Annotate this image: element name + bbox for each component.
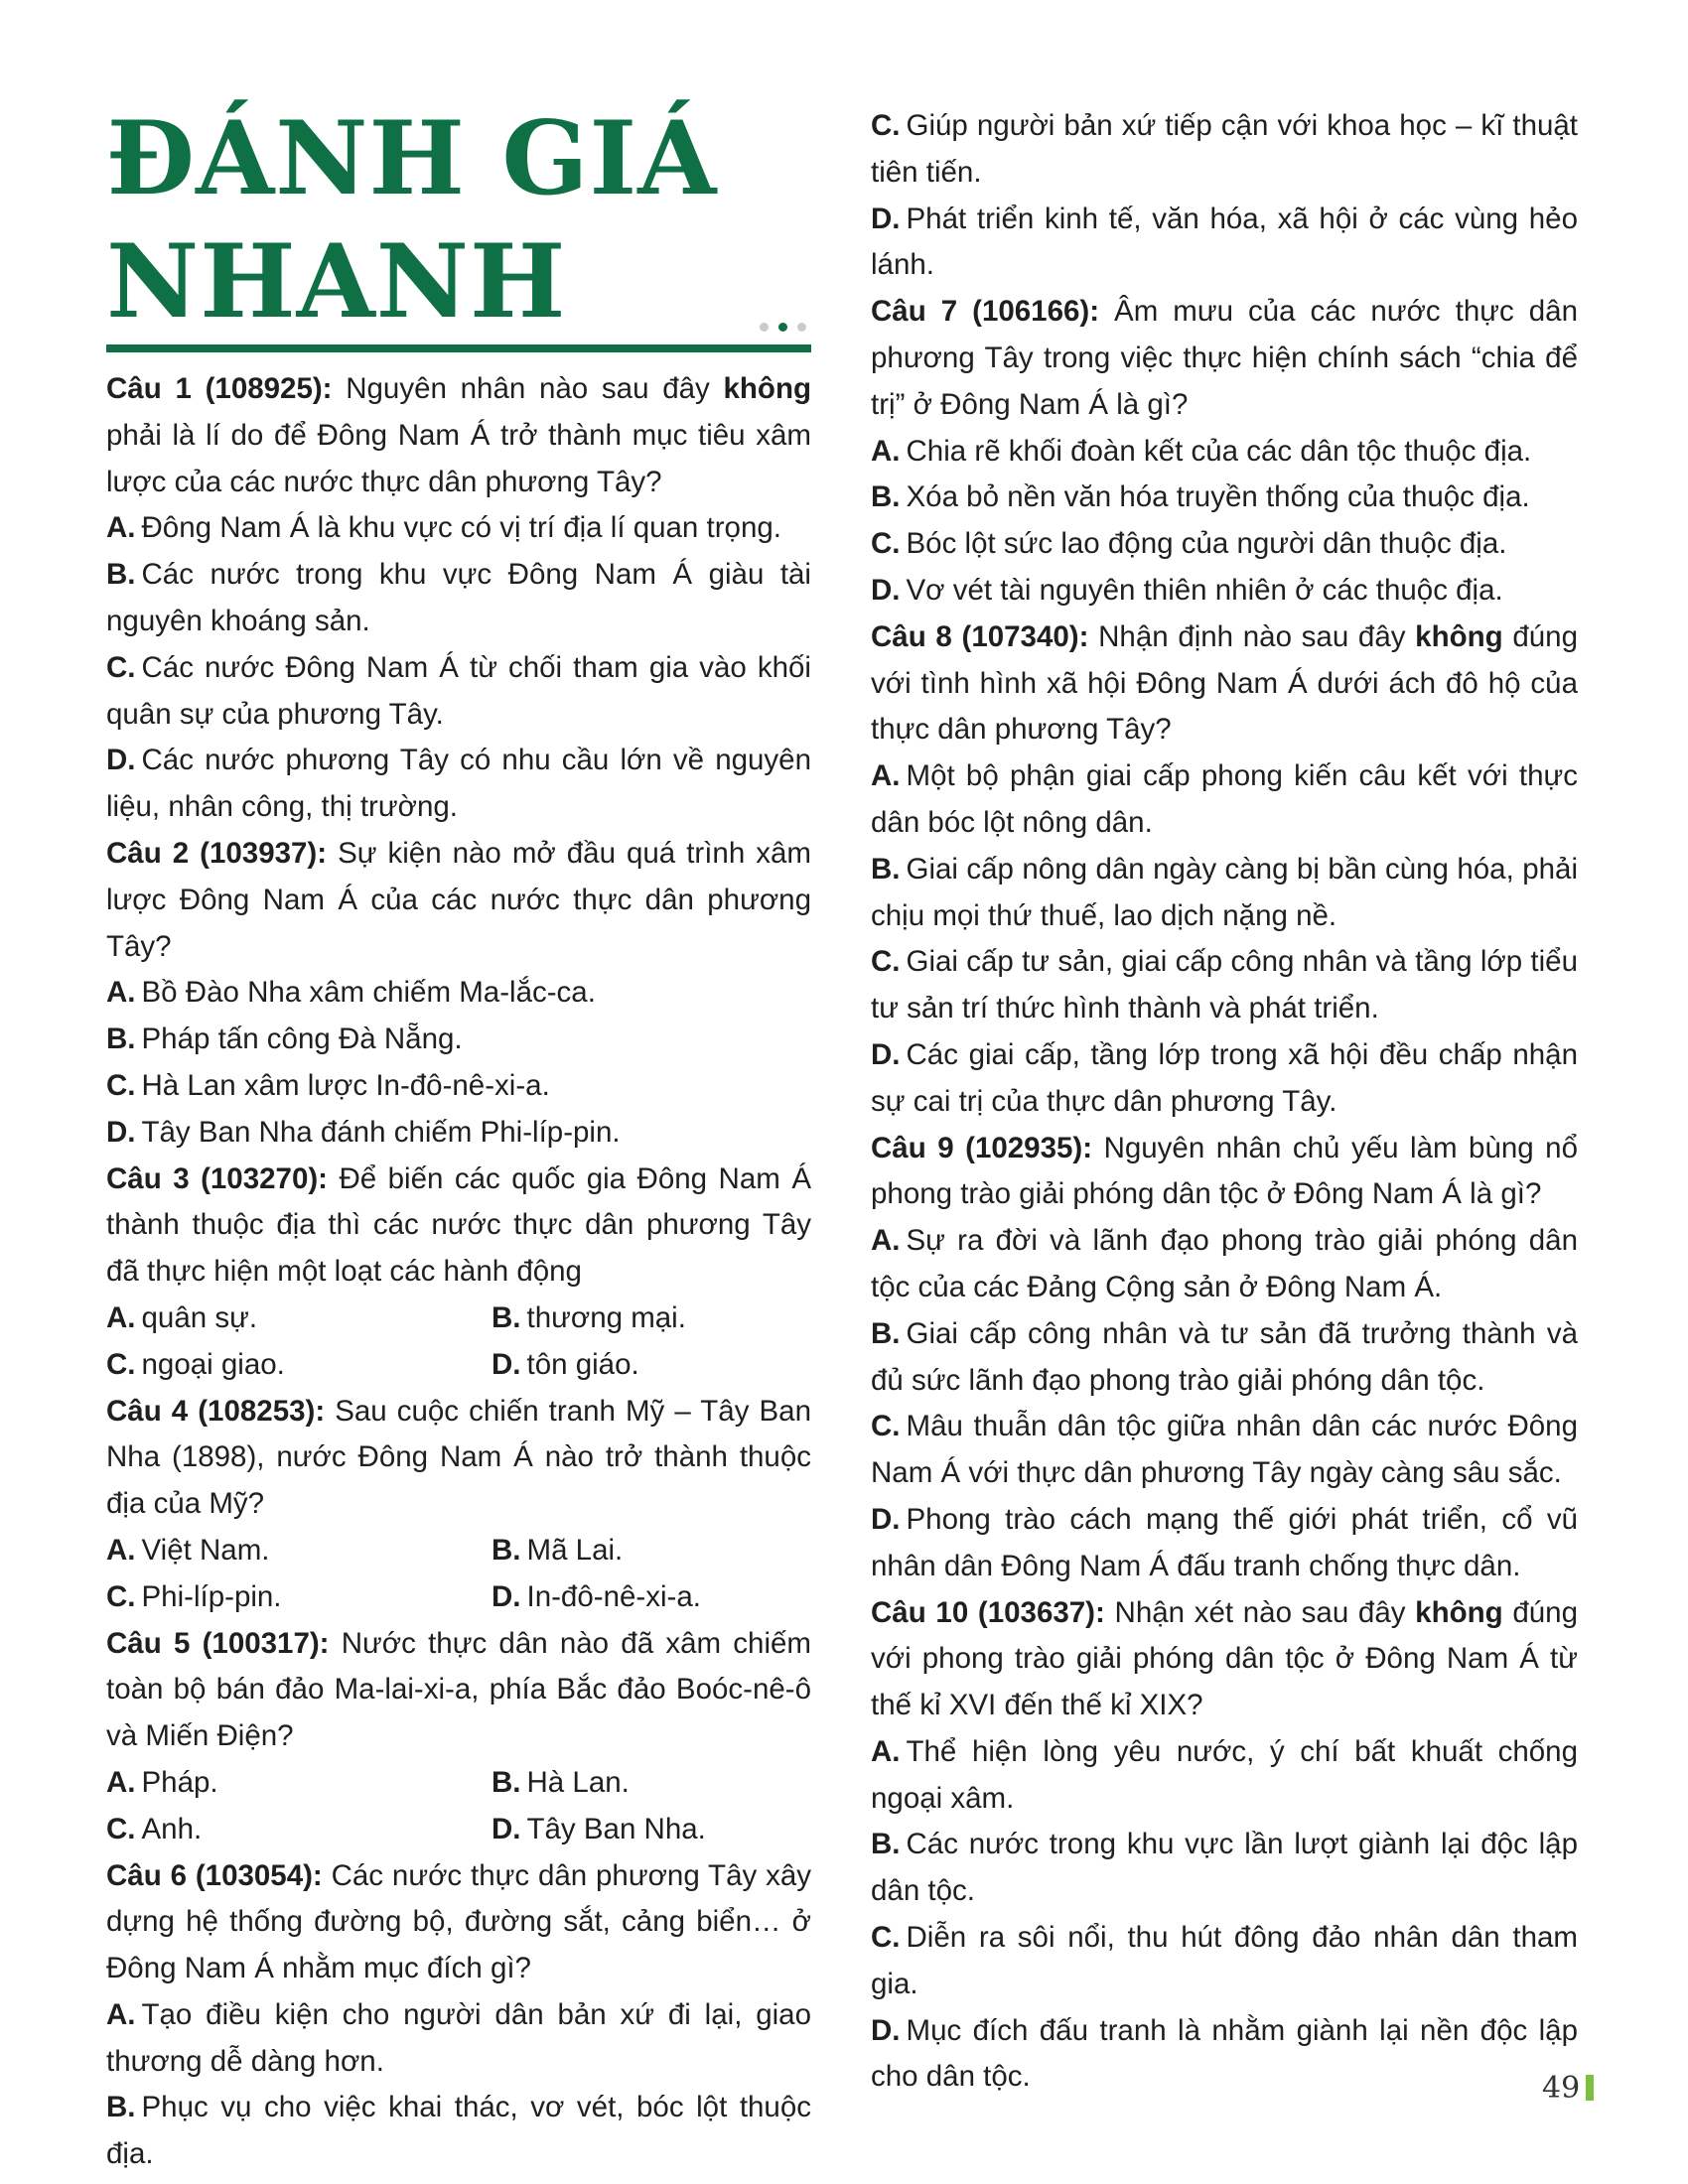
question-text: Các nước thực dân phương Tây xây dựng hệ thống đường bộ, đường sắt, cảng biển… ở Đông Nam Á nhằm mục đích gì?	[106, 1858, 811, 1985]
option-letter: B.	[106, 2091, 136, 2124]
option-letter: C.	[871, 1921, 901, 1955]
page-title-line-2: NHANH	[106, 222, 567, 341]
left-column	[106, 366, 811, 2178]
option	[492, 1807, 811, 1853]
option-letter: B.	[492, 1533, 521, 1567]
option-text: Chia rẽ khối đoàn kết của các dân tộc thuộc địa.	[906, 434, 1532, 468]
option	[871, 1729, 1578, 1823]
option-text: Tạo điều kiện cho người dân bản xứ đi lại, giao thương dễ dàng hơn.	[106, 1997, 811, 2078]
option-text: Các nước trong khu vực Đông Nam Á giàu tài nguyên khoáng sản.	[106, 558, 811, 637]
option	[492, 1342, 811, 1389]
option-letter: C.	[871, 945, 901, 979]
option-letter: A.	[106, 511, 136, 545]
option	[492, 1296, 811, 1342]
option	[106, 505, 811, 552]
option-text: Bóc lột sức lao động của người dân thuộc địa.	[906, 527, 1507, 561]
question-text: Nguyên nhân nào sau đây	[332, 372, 724, 405]
option	[871, 1218, 1578, 1311]
decorative-dots	[760, 323, 806, 332]
option-text: ngoại giao.	[141, 1347, 285, 1381]
option-letter: D.	[492, 1347, 521, 1381]
option-text: Các nước trong khu vực lần lượt giành lại độc lập dân tộc.	[871, 1828, 1578, 1908]
question-4	[106, 1389, 811, 1528]
question-text: Sự kiện nào mở đầu quá trình xâm lược Đông Nam Á của các nước thực dân phương Tây?	[106, 836, 811, 963]
option-text: Pháp tấn công Đà Nẵng.	[141, 1023, 463, 1056]
option-text: Mâu thuẫn dân tộc giữa nhân dân các nước Đông Nam Á với thực dân phương Tây ngày càng sâu sắc.	[871, 1410, 1578, 1490]
option-text: Thể hiện lòng yêu nước, ý chí bất khuất chống ngoại xâm.	[871, 1734, 1578, 1815]
option-letter: B.	[106, 558, 136, 592]
option-letter: A.	[106, 1997, 136, 2031]
option-letter: B.	[106, 1023, 136, 1056]
question-number: Câu 4 (108253):	[106, 1394, 326, 1428]
option-letter: D.	[871, 573, 901, 607]
option	[106, 1342, 492, 1389]
option	[106, 2085, 811, 2178]
question-2	[106, 831, 811, 970]
option-letter: D.	[871, 202, 901, 235]
option	[492, 1528, 811, 1574]
question-text: Âm mưu của các nước thực dân phương Tây trong việc thực hiện chính sách “chia để trị” ở Đông Nam Á là gì?	[871, 295, 1578, 421]
option-text: Hà Lan xâm lược In-đô-nê-xi-a.	[141, 1068, 550, 1102]
option-letter: A.	[871, 759, 901, 793]
option	[106, 1574, 492, 1621]
option	[871, 103, 1578, 197]
option	[871, 753, 1578, 847]
question-7	[871, 289, 1578, 428]
option	[871, 1311, 1578, 1405]
option-letter: C.	[106, 1347, 136, 1381]
option	[106, 1017, 811, 1063]
option-text: Các nước Đông Nam Á từ chối tham gia vào khối quân sự của phương Tây.	[106, 650, 811, 731]
option-text: Giúp người bản xứ tiếp cận với khoa học – kĩ thuật tiên tiến.	[871, 109, 1578, 189]
question-text: phải là lí do để Đông Nam Á trở thành mục tiêu xâm lược của các nước thực dân phương Tây?	[106, 418, 811, 498]
option-text: Mã Lai.	[526, 1533, 624, 1567]
question-10	[871, 1590, 1578, 1729]
option	[871, 2008, 1578, 2102]
question-number: Câu 10 (103637):	[871, 1595, 1105, 1629]
question-number: Câu 7 (106166):	[871, 295, 1100, 329]
option	[106, 1807, 492, 1853]
question-9	[871, 1126, 1578, 1219]
option	[871, 521, 1578, 568]
question-number: Câu 1 (108925):	[106, 372, 333, 405]
question-3	[106, 1157, 811, 1296]
option-letter: A.	[106, 976, 136, 1010]
option	[871, 197, 1578, 290]
dot-icon	[797, 323, 806, 332]
option-row	[106, 1760, 811, 1807]
option	[492, 1760, 811, 1807]
option-letter: C.	[106, 1812, 136, 1845]
option	[871, 1404, 1578, 1497]
option-letter: C.	[871, 1410, 901, 1443]
question-text: Sau cuộc chiến tranh Mỹ – Tây Ban Nha (1898), nước Đông Nam Á nào trở thành thuộc địa của Mỹ?	[106, 1394, 811, 1521]
dot-icon-active	[778, 323, 787, 332]
option-letter: C.	[106, 1579, 136, 1613]
option-letter: A.	[106, 1765, 136, 1799]
page-number: 49	[1542, 2071, 1581, 2106]
option-text: Các giai cấp, tầng lớp trong xã hội đều chấp nhận sự cai trị của thực dân phương Tây.	[871, 1037, 1578, 1118]
option	[106, 1992, 811, 2086]
option-row	[106, 1528, 811, 1574]
question-keyword: không	[723, 372, 811, 405]
option-text: Một bộ phận giai cấp phong kiến câu kết với thực dân bóc lột nông dân.	[871, 759, 1578, 839]
option-text: Pháp.	[141, 1765, 218, 1799]
question-8	[871, 614, 1578, 753]
option-row	[106, 1574, 811, 1621]
option	[106, 1528, 492, 1574]
option-letter: A.	[106, 1533, 136, 1567]
option-letter: B.	[871, 480, 901, 514]
option-text: Tây Ban Nha đánh chiếm Phi-líp-pin.	[141, 1115, 621, 1149]
option	[106, 738, 811, 831]
option	[106, 1760, 492, 1807]
option	[106, 1063, 811, 1110]
question-text: Nước thực dân nào đã xâm chiếm toàn bộ bán đảo Ma-lai-xi-a, phía Bắc đảo Boóc-nê-ô và Miến Điện?	[106, 1626, 811, 1753]
dot-icon	[760, 323, 769, 332]
option	[871, 1497, 1578, 1590]
option-letter: D.	[492, 1812, 521, 1845]
option	[106, 1296, 492, 1342]
option-letter: D.	[106, 1115, 136, 1149]
option-letter: C.	[106, 650, 136, 684]
option-letter: A.	[871, 1734, 901, 1768]
option-letter: B.	[492, 1300, 521, 1334]
right-column	[871, 103, 1578, 2101]
option-text: In-đô-nê-xi-a.	[526, 1579, 701, 1613]
option-text: Diễn ra sôi nổi, thu hút đông đảo nhân dân tham gia.	[871, 1921, 1578, 2000]
question-number: Câu 5 (100317):	[106, 1626, 330, 1660]
question-text: Nhận định nào sau đây	[1088, 619, 1416, 653]
option-letter: A.	[106, 1300, 136, 1334]
option-text: Mục đích đấu tranh là nhằm giành lại nền độc lập cho dân tộc.	[871, 2013, 1578, 2094]
option	[871, 429, 1578, 476]
option-letter: B.	[871, 852, 901, 886]
option-letter: D.	[871, 2013, 901, 2047]
option	[871, 939, 1578, 1032]
option-row	[106, 1342, 811, 1389]
option-letter: D.	[492, 1579, 521, 1613]
question-keyword: không	[1415, 1595, 1503, 1629]
option-letter: A.	[871, 434, 901, 468]
option	[871, 568, 1578, 614]
question-text: đúng với tình hình xã hội Đông Nam Á dưới ách đô hộ của thực dân phương Tây?	[871, 619, 1578, 747]
option-text: Xóa bỏ nền văn hóa truyền thống của thuộc địa.	[906, 480, 1530, 514]
option-text: Tây Ban Nha.	[526, 1812, 706, 1845]
option-letter: A.	[871, 1224, 901, 1258]
question-text: Nhận xét nào sau đây	[1104, 1595, 1416, 1629]
question-text: đúng với phong trào giải phóng dân tộc ở Đông Nam Á từ thế kỉ XVI đến thế kỉ XIX?	[871, 1595, 1578, 1722]
page-title-line-1: ĐÁNH GIÁ	[106, 99, 718, 218]
option-text: Phi-líp-pin.	[141, 1579, 282, 1613]
question-text: Để biến các quốc gia Đông Nam Á thành thuộc địa thì các nước thực dân phương Tây đã thực hiện một loạt các hành động	[106, 1161, 811, 1289]
option	[492, 1574, 811, 1621]
title-underline	[106, 344, 811, 352]
option-text: Giai cấp tư sản, giai cấp công nhân và tầng lớp tiểu tư sản trí thức hình thành và phát triển.	[871, 945, 1578, 1025]
option-text: Việt Nam.	[141, 1533, 270, 1567]
option-letter: C.	[871, 109, 901, 142]
question-text: Nguyên nhân chủ yếu làm bùng nổ phong trào giải phóng dân tộc ở Đông Nam Á là gì?	[871, 1131, 1578, 1211]
option-text: Bồ Đào Nha xâm chiếm Ma-lắc-ca.	[141, 976, 596, 1010]
option-row	[106, 1807, 811, 1853]
option-text: Giai cấp nông dân ngày càng bị bần cùng hóa, phải chịu mọi thứ thuế, lao dịch nặng nề.	[871, 852, 1578, 932]
option	[871, 1822, 1578, 1915]
option	[871, 1032, 1578, 1126]
option-letter: D.	[871, 1502, 901, 1536]
question-number: Câu 6 (103054):	[106, 1858, 323, 1892]
option-text: Phục vụ cho việc khai thác, vơ vét, bóc lột thuộc địa.	[106, 2091, 811, 2171]
option-letter: C.	[106, 1068, 136, 1102]
option	[106, 645, 811, 739]
option-text: Các nước phương Tây có nhu cầu lớn về nguyên liệu, nhân công, thị trường.	[106, 744, 811, 824]
question-number: Câu 9 (102935):	[871, 1131, 1093, 1164]
page-number-bar	[1586, 2075, 1594, 2101]
option-letter: C.	[871, 527, 901, 561]
page-title	[106, 97, 717, 343]
option-row	[106, 1296, 811, 1342]
option-text: Anh.	[141, 1812, 203, 1845]
option-text: quân sự.	[141, 1300, 258, 1334]
option-text: Đông Nam Á là khu vực có vị trí địa lí quan trọng.	[141, 511, 781, 545]
question-keyword: không	[1415, 619, 1503, 653]
option-letter: B.	[492, 1765, 521, 1799]
option-text: Vơ vét tài nguyên thiên nhiên ở các thuộc địa.	[906, 573, 1503, 607]
option-text: Hà Lan.	[526, 1765, 630, 1799]
question-1	[106, 366, 811, 505]
question-5	[106, 1621, 811, 1760]
option	[871, 847, 1578, 940]
option-letter: D.	[871, 1037, 901, 1071]
question-number: Câu 3 (103270):	[106, 1161, 328, 1195]
option-letter: B.	[871, 1316, 901, 1350]
question-6	[106, 1853, 811, 1992]
option-text: thương mại.	[526, 1300, 686, 1334]
option-text: tôn giáo.	[526, 1347, 639, 1381]
option	[871, 475, 1578, 521]
option-letter: D.	[106, 744, 136, 777]
option	[106, 970, 811, 1017]
option-text: Phát triển kinh tế, văn hóa, xã hội ở các vùng hẻo lánh.	[871, 202, 1578, 282]
option-letter: B.	[871, 1828, 901, 1861]
question-number: Câu 2 (103937):	[106, 836, 328, 870]
question-number: Câu 8 (107340):	[871, 619, 1089, 653]
option-text: Sự ra đời và lãnh đạo phong trào giải phóng dân tộc của các Đảng Cộng sản ở Đông Nam Á.	[871, 1224, 1578, 1303]
option	[871, 1915, 1578, 2008]
option	[106, 552, 811, 645]
option-text: Phong trào cách mạng thế giới phát triển, cổ vũ nhân dân Đông Nam Á đấu tranh chống thực dân.	[871, 1502, 1578, 1582]
option	[106, 1110, 811, 1157]
option-text: Giai cấp công nhân và tư sản đã trưởng thành và đủ sức lãnh đạo phong trào giải phóng dân tộc.	[871, 1316, 1578, 1397]
